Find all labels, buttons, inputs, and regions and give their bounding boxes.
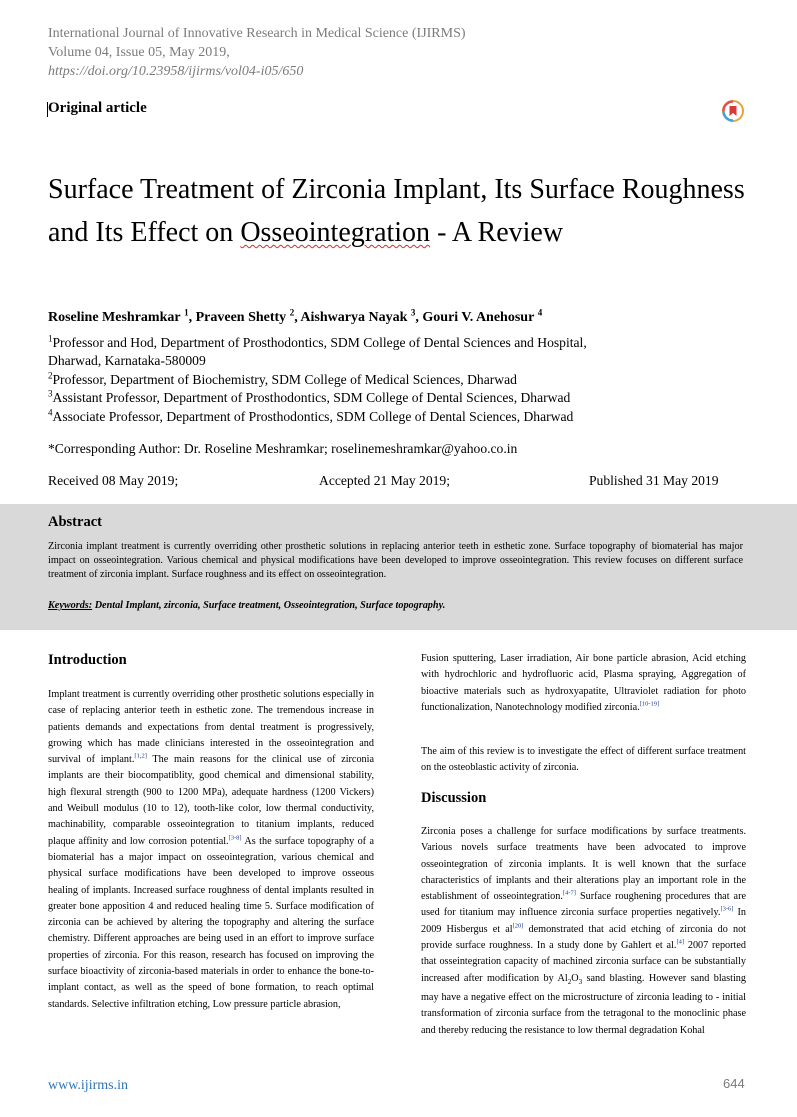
affiliation: $^1$Professor and Hod, Department of Prosthodontics, SDM College of Dental Sciences and Hospital, [48, 333, 587, 350]
article-type: Original article [48, 100, 147, 116]
article-title: Surface Treatment of Zirconia Implant, Its Surface Roughness and Its Effect on Osseointegration - A Review [48, 174, 745, 248]
author-name: Aishwarya Nayak [300, 310, 408, 325]
introduction-heading: Introduction [48, 652, 127, 668]
journal-volume: Volume 04, Issue 05, May 2019, [48, 45, 230, 60]
author-name: Praveen Shetty [195, 310, 287, 325]
abstract-body: Zirconia implant treatment is currently overriding other prosthetic solutions in replacing anterior teeth in esthetic zone. Surface topography of biomaterial has major impact on osseointegration. Various chemical and physical modifications have been developed to improve osseointegration. This review focuses on different surface treatment of zirconia implant. Surface roughness and its effect on osseointegration. [48, 541, 743, 580]
affiliation: $^4$Associate Professor, Department of Prosthodontics, SDM College of Dental Sciences, Dharwad [48, 407, 574, 424]
page-number: 644 [723, 1076, 745, 1091]
introduction-aim: The aim of this review is to investigate the effect of different surface treatment on the osteoblastic activity of zirconia. [421, 746, 746, 774]
crossmark-icon[interactable] [722, 100, 744, 122]
keywords: Keywords: Dental Implant, zirconia, Surface treatment, Osseointegration, Surface topography. [48, 600, 446, 611]
author-name: Roseline Meshramkar [48, 310, 181, 325]
journal-name: International Journal of Innovative Research in Medical Science (IJIRMS) [48, 26, 466, 41]
footer-website-link[interactable]: www.ijirms.in [48, 1078, 128, 1093]
received-date: Received 08 May 2019; [48, 473, 179, 488]
author-name: Gouri V. Anehosur [422, 310, 535, 325]
affiliation: Dharwad, Karnataka-580009 [48, 353, 206, 368]
affiliation: $^3$Assistant Professor, Department of Prosthodontics, SDM College of Dental Sciences, Dharwad [48, 388, 571, 405]
published-date: Published 31 May 2019 [589, 473, 719, 488]
corresponding-author: *Corresponding Author: Dr. Roseline Meshramkar; roselinemeshramkar@yahoo.co.in [48, 441, 518, 456]
discussion-paragraph: Zirconia poses a challenge for surface modifications by surface treatments. Various novels surface treatments have been advocated to improve osseointegration of zirconia implants. It is well known that the surface characteristics of implants and their alterations play an important role in the establishment of osseointegration.[4-7] Surface roughening procedures that are used for titanium may influence zirconia surface properties negatively.[3-6] In 2009 Hisbergus et al[20] demonstrated that acid etching of zirconia do not provide surface roughness. In a study done by Gahlert et al.[4] 2007 reported that osseintegration capacity of machined zirconia surface can be substantially increased after modification by $Al_2O_3$ sand blasting. However sand blasting may have a negative effect on the microstructure of zirconia leading to - initial transformation of zirconia surface from the tetragonal to the monoclinic phase and thereby reducing the resistance to low thermal degradation Kohal [421, 826, 746, 1036]
affiliation: $^2$Professor, Department of Biochemistry, SDM College of Medical Sciences, Dharwad [48, 370, 517, 387]
discussion-heading: Discussion [421, 790, 487, 806]
author-list: Roseline Meshramkar $^1$, Praveen Shetty $^2$, Aishwarya Nayak $^3$, Gouri V. Anehosur $^4$ [48, 307, 543, 325]
introduction-paragraph: Implant treatment is currently overriding other prosthetic solutions especially in case of replacing anterior teeth in esthetic zone. The tremendous increase in patients demands and expectations from dental treatment is progressively, growing which has made clinicians interested in the osseointegration and survival of implant.[1,2] The main reasons for the clinical use of zirconia implants are their biocompatiblity, good chemical and dimensional stability, high flexural strength (900 to 1200 MPa), adequate hardness (1200 Vickers) and Weibull modulus (10 to 12), tooth-like color, low thermal conductivity, machinability, comparable osseointegration to titanium implants, reduced plaque affinity and low corrosion potential.[3-8] As the surface topography of a biomaterial has a major impact on osseointegration, various chemical and physical surface modifications have been developed to improve osseous healing of implants. Increased surface roughness of dental implants resulted in greater bone apposition 4 and reduced healing time 5. Surface modification of zirconia can be achieved by altering the topography and altering the surface chemistry. Different approaches are being used in an effort to improve surface properties of zirconia. For this reason, research has focused on improving the surface bioactivity of zirconia-based materials in order to enhance the bone-to-implant contact, as well as the speed of bone formation, to reach optimal standards. Selective infiltration etching, Low pressure particle abrasion, [48, 689, 374, 1010]
doi-link[interactable]: https://doi.org/10.23958/ijirms/vol04-i05/650 [48, 64, 304, 79]
abstract-heading: Abstract [48, 514, 102, 530]
introduction-paragraph-cont: Fusion sputtering, Laser irradiation, Air bone particle abrasion, Acid etching with hydrochloric and hydrofluoric acid, Plasma spraying, Aggregation of bioactive materials such as hydroxyapatite, Ultraviolet radiation for photo functionalization, Nanotechnology modified zirconia.[10-19] [421, 653, 746, 713]
accepted-date: Accepted 21 May 2019; [319, 473, 450, 488]
